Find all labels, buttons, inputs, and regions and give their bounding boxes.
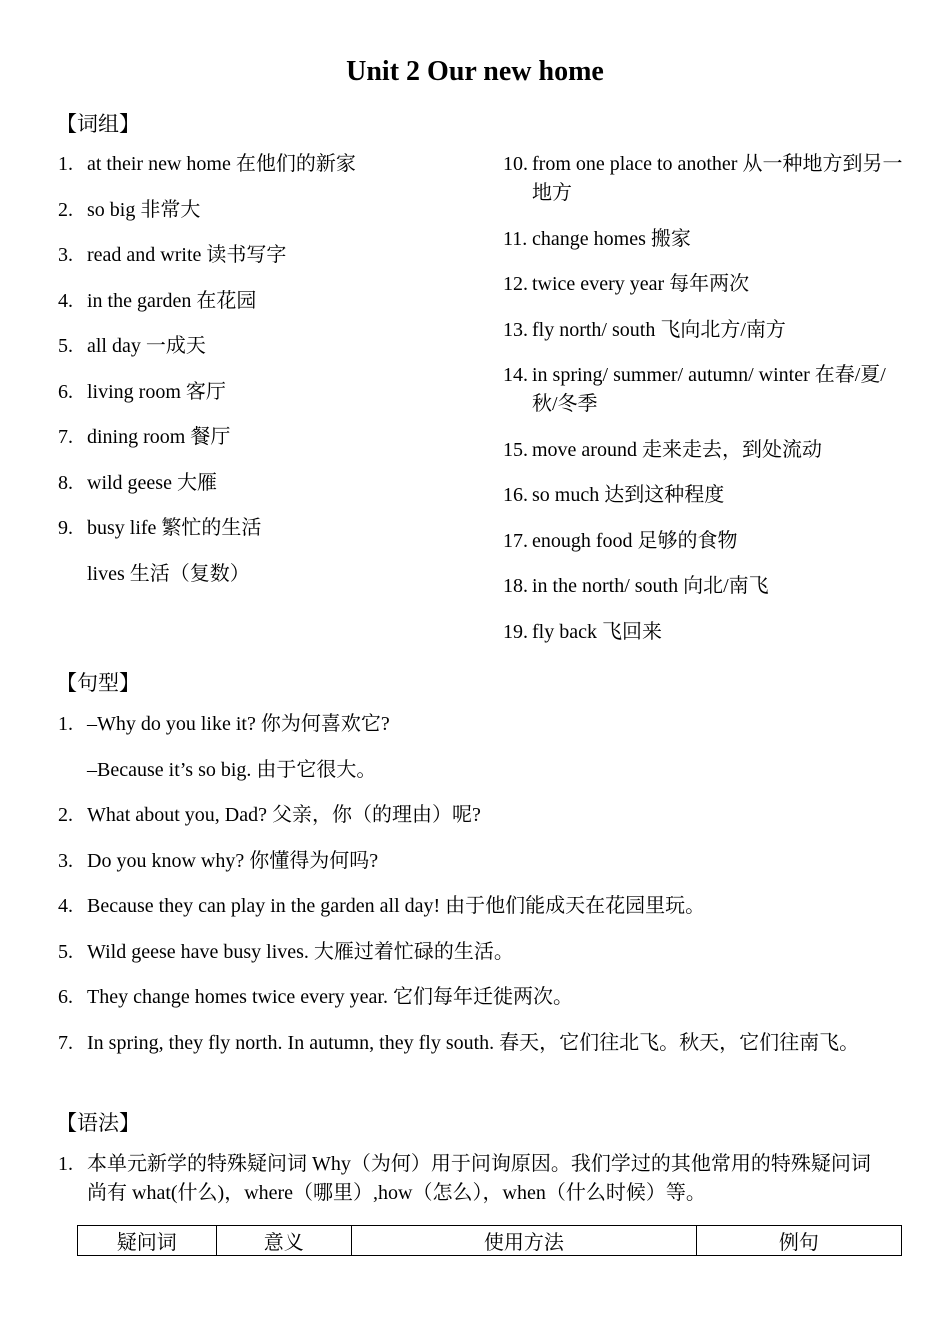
item-number: 11.	[503, 227, 528, 250]
item-number: 7.	[58, 426, 73, 448]
table-header-cell: 例句	[696, 1226, 901, 1256]
question-word-table	[77, 1225, 902, 1256]
item-text: In spring, they fly north. In autumn, they fly south. 春天，它们往北飞。秋天，它们往南飞。	[87, 1031, 860, 1054]
item-text: all day 一成天	[87, 335, 206, 357]
table-header-cell: 使用方法	[352, 1226, 697, 1256]
item-number: 4.	[58, 289, 73, 312]
item-text: Wild geese have busy lives. 大雁过着忙碌的生活。	[87, 940, 514, 963]
item-number: 6.	[58, 986, 73, 1008]
list-item	[503, 527, 903, 556]
list-item	[58, 287, 478, 316]
list-item	[503, 436, 903, 465]
grammar-list	[58, 1150, 888, 1225]
item-number: 3.	[58, 849, 73, 872]
item-number: 5.	[58, 335, 73, 357]
list-item	[503, 618, 903, 647]
item-number: 18.	[503, 575, 528, 597]
item-text: –Because it’s so big. 由于它很大。	[87, 758, 377, 781]
list-item	[58, 378, 478, 407]
list-item	[58, 423, 478, 452]
list-item	[58, 710, 898, 739]
list-item	[503, 270, 903, 299]
item-text: Do you know why? 你懂得为何吗?	[87, 849, 379, 872]
item-number: 1.	[58, 1153, 73, 1175]
list-item	[58, 196, 478, 225]
item-text: lives 生活（复数）	[87, 562, 250, 585]
item-number: 1.	[58, 713, 73, 735]
list-item	[503, 481, 903, 510]
phrase-list-left	[58, 150, 478, 605]
phrase-list-right	[503, 150, 903, 663]
list-item	[58, 332, 478, 361]
item-text: move around 走来走去，到处流动	[532, 438, 822, 461]
page-title: Unit 2 Our new home	[346, 56, 604, 87]
list-item	[58, 801, 898, 830]
item-text: from one place to another 从一种地方到另一地方	[532, 153, 903, 204]
table-header-cell: 疑问词	[78, 1226, 217, 1256]
item-text: twice every year 每年两次	[532, 273, 750, 295]
item-number: 13.	[503, 318, 528, 341]
list-item	[58, 560, 478, 589]
item-text: read and write 读书写字	[87, 244, 287, 266]
item-number: 17.	[503, 529, 528, 552]
item-text: fly back 飞回来	[532, 620, 662, 643]
item-text: They change homes twice every year. 它们每年迁徙两次。	[87, 986, 573, 1008]
item-number: 16.	[503, 484, 528, 506]
item-number: 9.	[58, 517, 73, 539]
list-item	[58, 150, 478, 179]
item-number: 2.	[58, 198, 73, 221]
item-number: 3.	[58, 244, 73, 266]
item-text: dining room 餐厅	[87, 426, 231, 448]
section-heading-grammar: 【语法】	[56, 1111, 140, 1135]
item-text: in the garden 在花园	[87, 289, 257, 312]
item-text: wild geese 大雁	[87, 471, 217, 494]
item-text: enough food 足够的食物	[532, 529, 738, 552]
list-item	[503, 225, 903, 254]
list-item	[58, 756, 898, 785]
item-text: so much 达到这种程度	[532, 484, 725, 506]
item-number: 6.	[58, 380, 73, 403]
item-number: 8.	[58, 471, 73, 494]
list-item	[58, 847, 898, 876]
list-item	[503, 572, 903, 601]
list-item	[503, 361, 903, 419]
list-item	[58, 241, 478, 270]
item-text: in the north/ south 向北/南飞	[532, 575, 769, 597]
list-item	[58, 469, 478, 498]
sentence-list	[58, 710, 898, 1074]
list-item	[58, 892, 898, 921]
item-number: 2.	[58, 804, 73, 826]
item-text: fly north/ south 飞向北方/南方	[532, 318, 786, 341]
item-text: What about you, Dad? 父亲，你（的理由）呢?	[87, 804, 481, 826]
table-header-cell: 意义	[216, 1226, 352, 1256]
table-header-row	[78, 1226, 902, 1256]
list-item	[58, 1029, 898, 1058]
item-text: Because they can play in the garden all day! 由于他们能成天在花园里玩。	[87, 895, 706, 917]
item-number: 15.	[503, 438, 528, 461]
item-number: 12.	[503, 273, 528, 295]
list-item	[58, 1150, 888, 1208]
item-number: 19.	[503, 620, 528, 643]
item-number: 14.	[503, 364, 528, 386]
item-text: in spring/ summer/ autumn/ winter 在春/夏/秋/冬季	[532, 364, 886, 415]
item-text: busy life 繁忙的生活	[87, 517, 262, 539]
section-heading-phrases: 【词组】	[56, 112, 140, 136]
item-text: so big 非常大	[87, 198, 201, 221]
item-text: living room 客厅	[87, 380, 226, 403]
item-text: at their new home 在他们的新家	[87, 153, 356, 175]
list-item	[503, 316, 903, 345]
list-item	[58, 938, 898, 967]
item-text: change homes 搬家	[532, 227, 691, 250]
list-item	[58, 514, 478, 543]
section-heading-sentences: 【句型】	[56, 671, 140, 695]
item-number: 7.	[58, 1031, 73, 1054]
item-number: 5.	[58, 940, 73, 963]
item-number: 4.	[58, 895, 73, 917]
list-item	[58, 983, 898, 1012]
item-number: 10.	[503, 153, 528, 175]
item-number: 1.	[58, 153, 73, 175]
item-text: 本单元新学的特殊疑问词 Why（为何）用于问询原因。我们学过的其他常用的特殊疑问词尚有 what(什么)，where（哪里）,how（怎么），when（什么时候）等。	[87, 1153, 871, 1204]
list-item	[503, 150, 903, 208]
item-text: –Why do you like it? 你为何喜欢它?	[87, 713, 390, 735]
